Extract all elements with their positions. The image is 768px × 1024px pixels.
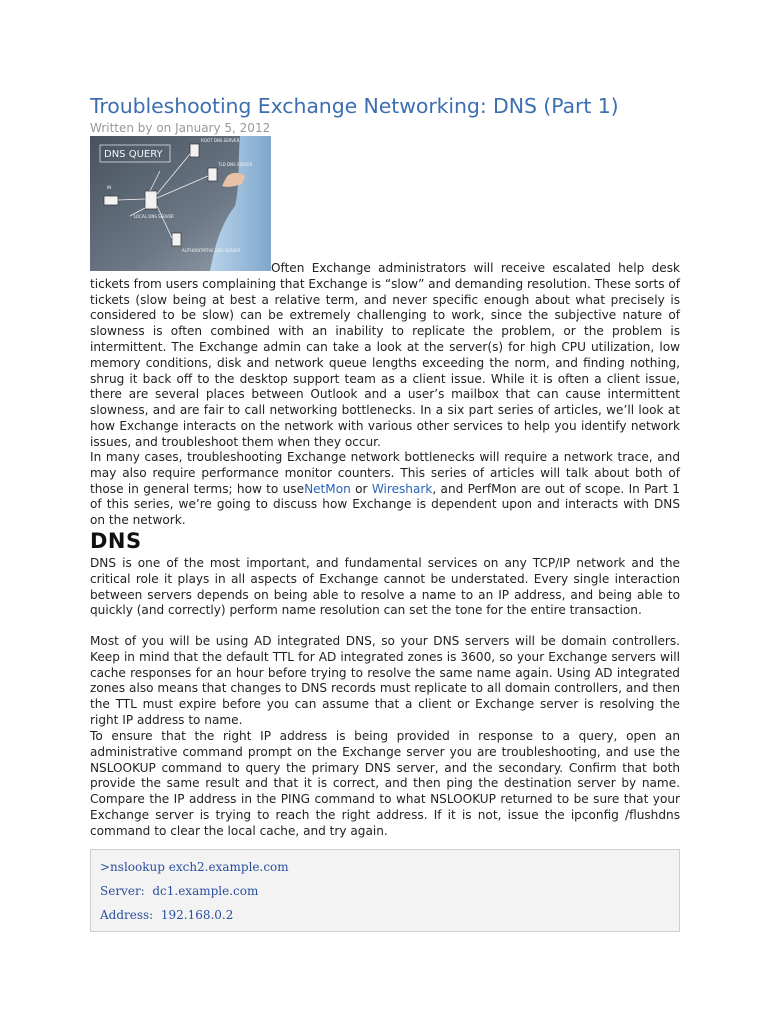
netmon-link[interactable]: NetMon <box>304 481 351 496</box>
code-line: >nslookup exch2.example.com <box>100 860 289 874</box>
diagram-label-local: LOCAL DNS SERVER <box>134 214 174 219</box>
scope-text-or: or <box>350 481 372 496</box>
scope-text-after: , and PerfMon are out of scope. In Part 1 of this series, we’re going to discuss how Exchange is dependent upon and interacts with DNS on the network. <box>90 481 680 528</box>
client-laptop-icon <box>104 196 118 205</box>
local-dns-server-icon <box>145 191 157 209</box>
dns-heading: DNS <box>90 529 142 553</box>
authoritative-dns-server-icon <box>172 233 181 246</box>
article-title: Troubleshooting Exchange Networking: DNS (Part 1) <box>90 94 619 118</box>
diagram-label-query: DNS QUERY <box>104 149 163 160</box>
wireshark-link[interactable]: Wireshark <box>371 481 433 496</box>
dns-intro-paragraph: DNS is one of the most important, and fundamental services on any TCP/IP network and the critical role it plays in all aspects of Exchange cannot be understated. Every single interaction between servers depends on being able to resolve a name to an IP address, and being able to quickly (and correctly) perform name resolution can set the tone for the entire transaction. <box>90 556 680 618</box>
diagram-label-in: IN <box>107 185 112 190</box>
scope-text-before: In many cases, troubleshooting Exchange network bottlenecks will require a network trace, and may also require performance monitor counters. This series of articles will talk about both of those in general terms; how to use <box>90 450 680 496</box>
article-byline: Written by on January 5, 2012 <box>90 121 271 135</box>
code-block <box>90 849 680 932</box>
diagram-label-tld: TLD DNS SERVER <box>218 162 253 167</box>
code-line: Address: 192.168.0.2 <box>100 908 234 922</box>
diagram-label-authoritative: AUTHORITATIVE DNS SERVER <box>182 248 241 253</box>
nslookup-paragraph: To ensure that the right IP address is being provided in response to a query, open an administrative command prompt on the Exchange server you are troubleshooting, and use the NSLOOKUP command to query the primary DNS server, and the secondary. Confirm that both provide the same result and that it is correct, and then ping the destination server by name. Compare the IP address in the PING command to what NSLOOKUP returned to be sure that your Exchange server is trying to reach the right address. If it is not, issue the ipconfig /flushdns command to clear the local cache, and try again. <box>90 729 680 838</box>
root-dns-server-icon <box>190 144 199 157</box>
intro-paragraph-text: Often Exchange administrators will receive escalated help desk tickets from users complaining that Exchange is “slow” and demanding resolution. These sorts of tickets (slow being at best a relative term, and never specific enough about what precisely is considered to be slow) can be extremely challenging to work, since the subjective nature of slowness is often combined with an inability to replicate the problem, or the problem is intermittent. The Exchange admin can take a look at the server(s) for high CPU utilization, low memory conditions, disk and network queue lengths exceeding the norm, and finding nothing, shrug it back off to the desktop support team as a client issue. While it is often a client issue, there are several places between Outlook and a user’s mailbox that can cause intermittent slowness, and are fair to call networking bottlenecks. In a six part series of articles, we’ll look at how Exchange interacts on the network with various other services to help you identify network issues, and troubleshoot them when they occur. <box>90 261 680 449</box>
ad-dns-paragraph: Most of you will be using AD integrated DNS, so your DNS servers will be domain controllers. Keep in mind that the default TTL for AD integrated zones is 3600, so your Exchange servers will cache responses for an hour before trying to resolve the same name again. Using AD integrated zones also means that changes to DNS records must replicate to all domain controllers, and then the TTL must expire before you can assume that a client or Exchange server is resolving the right IP address to name. <box>90 634 680 727</box>
scope-paragraph <box>90 450 680 529</box>
code-line: Server: dc1.example.com <box>100 884 259 898</box>
dns-query-diagram-image <box>90 136 271 271</box>
diagram-label-root: ROOT DNS SERVER <box>201 138 240 143</box>
tld-dns-server-icon <box>208 168 217 181</box>
dns-diagram-svg <box>90 136 271 271</box>
intro-paragraph <box>90 261 680 451</box>
